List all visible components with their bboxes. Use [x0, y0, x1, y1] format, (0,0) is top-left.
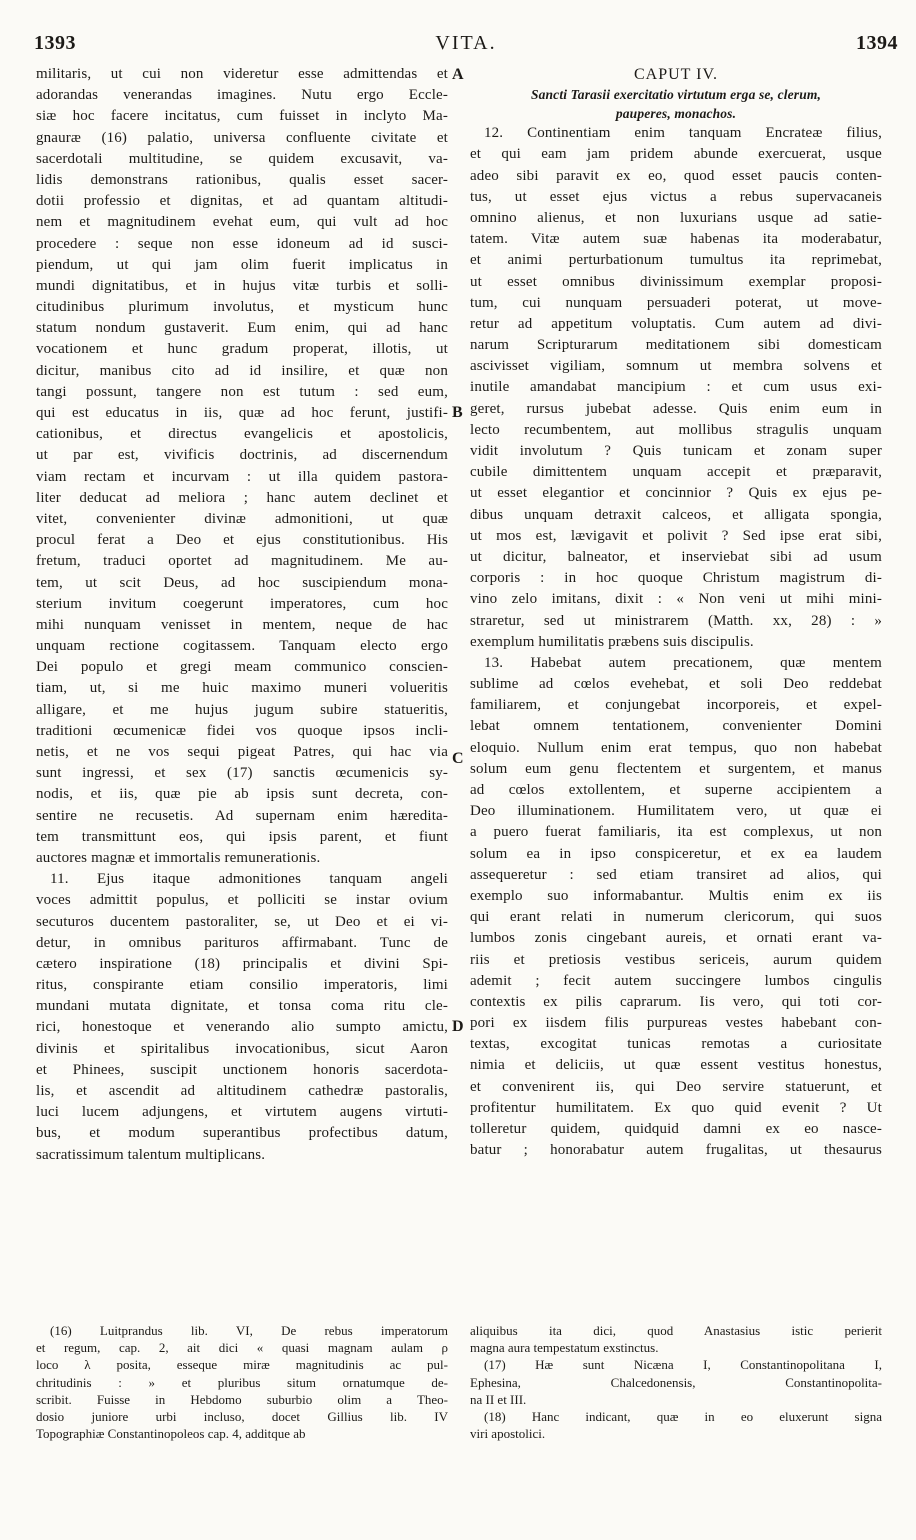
text-line: et convenirent iis, qui Deo servire statuerunt, et: [470, 1078, 882, 1095]
text-line: adorandas venerandas imagines. Nutu ergo Eccle-: [36, 87, 448, 104]
text-line: inutile amandabat mancipium : et cum usus exi-: [470, 379, 882, 396]
text-line: luci lucem adjungens, et virtutem augens virtuti-: [36, 1104, 448, 1121]
footnote-line: et regum, cap. 2, ait dici « quasi magnam aulam ρ: [36, 1340, 448, 1356]
text-line: citudinibus plurimum involutus, et mysticum hunc: [36, 299, 448, 316]
text-line: narum Scripturarum meditationem sibi domesticam: [470, 337, 882, 354]
text-line: ad cœlos extollentem, et superne accipientem a: [470, 782, 882, 798]
text-line: divinis et spiritalibus invocationibus, sicut Aaron: [36, 1040, 448, 1057]
text-line: fretum, traduci oportet ad magnitudinem. Me au-: [36, 553, 448, 570]
text-line: lumbos zonis cingebant aureis, et ornati erant va-: [470, 930, 882, 947]
text-line: procedere : seque non esse idoneum ad id susci-: [36, 235, 448, 252]
text-line: traditioni œcumenicæ fidei vos quoque ipsos incli-: [36, 722, 448, 739]
text-line: cætero inspiratione (18) principalis et divini Spi-: [36, 955, 448, 972]
text-line: tum, cui nunquam persuaderi poterat, ut move-: [470, 294, 882, 311]
text-line: tiam, ut, si me huic maximo muneri volueritis: [36, 680, 448, 697]
text-line: lebat omnem tentationem, convenienter Domini: [470, 718, 882, 735]
text-line: ascivisset vigiliam, somnum ut membra solvens et: [470, 358, 882, 375]
footnote-line: dosio juniore urbi incluso, docet Gillius lib. IV: [36, 1408, 448, 1424]
margin-marker-d: D: [452, 1018, 464, 1035]
text-line: viam rectam et incurvam : ut illa quidem pastora-: [36, 468, 448, 485]
page-number-left: 1393: [34, 32, 76, 54]
left-column: [36, 64, 448, 1166]
footnote-line: loco λ posita, esseque miræ magnitudinis ac pul-: [36, 1357, 448, 1373]
text-line: profitentur humilitatem. Ex quo quid evenit ? Ut: [470, 1099, 882, 1116]
text-line: qui est educatus in iis, quæ ad hoc ferunt, justifi-: [36, 405, 448, 421]
footnote-line: (18) Hanc indicant, quæ in eo eluxerunt signa: [484, 1408, 882, 1424]
text-line: et animi perturbationum tumultus ita reprimebat,: [470, 252, 882, 269]
text-line: sentire ne recusetis. Ad supernam enim hæredita-: [36, 807, 448, 824]
text-line: mihi nunquam venisset in mentem, neque de hac: [36, 616, 448, 633]
text-line: solum ea in ipso conspiceretur, et ex ea laudem: [470, 845, 882, 862]
right-column-body: [470, 123, 882, 1161]
chapter-summary-line: pauperes, monachos.: [615, 106, 737, 122]
text-line: assequeretur : sed etiam transiret ad alios, qui: [470, 866, 882, 883]
text-line: ut esset omnibus divinissimum exemplar proposi-: [470, 273, 882, 290]
text-line: netis, et ne vos sequi pigeat Patres, qui hac via: [36, 744, 448, 760]
text-line: piendum, ut qui jam olim fuerit implicatus in: [36, 256, 448, 273]
footnote-line: Ephesina, Chalcedonensis, Constantinopolita-: [470, 1374, 882, 1390]
text-line: eloquio. Nullum enim erat tempus, quo non habebat: [470, 739, 882, 756]
text-line: geret, rursus jubebat adesse. Quis enim eum in: [470, 400, 882, 417]
text-line: contextis ex pilis caprarum. Iis vero, qui toti cor-: [470, 993, 882, 1010]
text-line: tatem. Vitæ autem suæ habenas ita moderabatur,: [470, 231, 882, 248]
text-line: procul ferat a Deo et ejus constitutionibus. His: [36, 532, 448, 549]
text-line: alligare, et me hujus jugum subire statueritis,: [36, 701, 448, 718]
text-line: mundi dignitatibus, et in hujus vitæ turbis et solli-: [36, 277, 448, 294]
text-line: exemplo suo informabantur. Multis enim ex iis: [470, 887, 882, 904]
footnote-line: viri apostolici.: [470, 1426, 546, 1442]
text-line: a puero fuerat familiaris, ita est complexus, ut non: [470, 824, 882, 841]
text-line: militaris, ut cui non videretur esse admittendas et: [36, 66, 448, 82]
text-line: liter deducat ad meliora ; hanc autem declinet et: [36, 489, 448, 506]
text-line: pori ex iisdem filis purpureas vestes habebant con-: [470, 1015, 882, 1032]
footnote-line: chritudinis : » et pluribus situm ornatumque de-: [36, 1374, 448, 1390]
text-line: Dei populo et gregi meam communico conscien-: [36, 659, 448, 676]
text-line: dibus unquam detraxit calceos, et alligata spongia,: [470, 506, 882, 523]
text-line: lis, et ascendit ad altitudinem cathedræ pastoralis,: [36, 1083, 448, 1099]
chapter-heading: CAPUT IV.: [634, 66, 718, 83]
text-line: ut dicitur, balneator, et inserviebat sibi ad usum: [470, 548, 882, 565]
text-line: dotii professio et dignitas, et ad quantam altitudi-: [36, 193, 448, 210]
footnotes-left: [36, 1322, 448, 1442]
text-line: tangi possunt, tangere non est tutum : sed eum,: [36, 383, 448, 400]
text-line: tem transmittunt eos, qui ipsis parent, et fiunt: [36, 828, 448, 845]
chapter-summary-line: Sancti Tarasii exercitatio virtutum erga se, clerum,: [530, 87, 822, 103]
text-line: vocationem et hunc gradum properat, illotis, ut: [36, 341, 448, 358]
text-line: detur, in omnibus parituros affirmabant. Tunc de: [36, 934, 448, 951]
text-line: tem, ut scit Deus, ad hoc suscipiendum mona-: [36, 574, 448, 591]
footnote-line: (16) Luitprandus lib. VI, De rebus imperatorum: [50, 1323, 448, 1338]
text-line: et Phinees, suscipit unctionem honoris sacerdota-: [36, 1061, 448, 1078]
text-line: 11. Ejus itaque admonitiones tanquam angeli: [50, 871, 448, 888]
footnote-line: na II et III.: [470, 1391, 527, 1407]
text-line: qui erant relati in numerum clericorum, qui suos: [470, 909, 882, 926]
text-line: retur ad appetitum voluptatis. Cum autem ad divi-: [470, 315, 882, 332]
footnote-line: Topographiæ Constantinopoleos cap. 4, additque ab: [36, 1426, 306, 1442]
text-line: riis et pretiosis vestibus sericeis, aurum quidem: [470, 951, 882, 968]
text-line: ut esset elegantior et concinnior ? Quis ex ejus pe-: [470, 485, 882, 502]
text-line: solum eum genu flectentem et surgentem, et manus: [470, 760, 882, 777]
footnote-line: scribit. Fuisse in Hebdomo suburbio olim a Theo-: [36, 1391, 448, 1407]
running-title: VITA.: [435, 32, 497, 54]
text-line: secuturos ducentem pastoraliter, se, ut Deo et ei vi-: [36, 913, 448, 930]
text-line: tus, ut esset ejus victus a rebus supervacaneis: [470, 188, 882, 205]
text-line: sterium invitum coegerunt imperatores, cum hoc: [36, 595, 448, 612]
text-line: lidis demonstrans rationibus, qualis esset sacer-: [36, 171, 448, 188]
text-line: et qui eam jam pridem abunde exercuerat, usque: [470, 146, 882, 163]
page-header: [34, 32, 898, 62]
text-line: 13. Habebat autem precationem, quæ mentem: [484, 654, 882, 671]
text-line: voces admittit populus, et polliciti se instar ovium: [36, 892, 448, 909]
text-line: familiarem, et conjungebat incorporeis, et expel-: [470, 697, 882, 714]
text-line: ut par est, vivificis doctrinis, ad discernendum: [36, 447, 448, 464]
page-number-right: 1394: [856, 32, 898, 54]
text-line: auctores magnæ et immortalis remunerationis.: [36, 849, 321, 866]
text-line: siæ hoc facere incitatus, cum fuisset in inclyto Ma-: [36, 108, 448, 125]
footnote-line: magna aura tempestatum exstinctus.: [470, 1340, 659, 1356]
text-line: ademit ; fecit autem succingere lumbos cingulis: [470, 972, 882, 989]
text-line: sacerdotali multitudine, se quidem excusavit, va-: [36, 150, 448, 167]
text-line: statum nondum gustaverit. Eum enim, qui ad hanc: [36, 320, 448, 337]
text-line: Deo illuminationem. Humilitatem vero, ut quæ ei: [470, 803, 882, 820]
margin-marker-c: C: [452, 750, 464, 767]
text-line: nem et magnitudinem evehat eum, qui vult ad hoc: [36, 214, 448, 231]
text-line: corporis : in hoc quoque Christum magistrum di-: [470, 570, 882, 587]
text-line: mundani mutata dignitate, et tonsa coma ritu cle-: [36, 998, 448, 1015]
text-line: ut mos est, lævigavit et polivit ? Sed ipse erat sibi,: [470, 527, 882, 544]
text-line: gnauræ (16) palatio, universa confluente civitate et: [36, 129, 448, 146]
footnotes-right: [470, 1322, 882, 1442]
footnote-line: (17) Hæ sunt Nicæna I, Constantinopolitana I,: [484, 1357, 882, 1373]
text-line: exemplum humilitatis præbens suis discipulis.: [470, 633, 754, 650]
text-line: batur ; honorabatur autem frugalitas, ut thesaurus: [470, 1142, 882, 1159]
text-line: 12. Continentiam enim tanquam Encrateæ filius,: [484, 125, 882, 142]
text-line: vitet, convenienter divinæ admonitioni, ut quæ: [36, 510, 448, 527]
margin-marker-a: A: [452, 66, 464, 83]
text-line: nimia et deliciis, ut quæ essent vestitus honestus,: [470, 1057, 882, 1074]
text-line: textas, excogitat tunicas remotas a curiositate: [470, 1036, 882, 1053]
text-line: bus, et modum superantibus profectibus datum,: [36, 1125, 448, 1142]
text-line: sublime ad cœlos evehebat, et soli Deo reddebat: [470, 676, 882, 693]
text-line: sunt ingressi, et sex (17) sanctis œcumenicis sy-: [36, 765, 448, 782]
text-line: lecto recumbentem, aut mollibus stragulis unquam: [470, 421, 882, 438]
text-line: adeo sibi paravit ex eo, quod esset paucis conten-: [470, 167, 882, 184]
margin-marker-b: B: [452, 404, 463, 421]
text-line: tolleretur quidem, quidquid damni ex eo nasce-: [470, 1121, 882, 1137]
right-column: [470, 64, 882, 1161]
text-line: dicitur, manibus cito ad id insilire, et quæ non: [36, 362, 448, 379]
text-line: straretur, sed ut ministrarem (Matth. xx, 28) : »: [470, 612, 882, 629]
text-line: cubile dimittentem unquam accepit et præparavit,: [470, 464, 882, 481]
text-line: vidit involutum ? Quis tunicam et zonam super: [470, 443, 882, 459]
text-line: ritus, conspirante etiam consilio imperatoris, limi: [36, 977, 448, 994]
text-line: unquam rectione cogitassem. Tanquam electo ergo: [36, 638, 448, 655]
text-line: sacratissimum talentum multiplicans.: [36, 1146, 266, 1163]
footnote-line: aliquibus ita dici, quod Anastasius istic perierit: [470, 1323, 882, 1338]
text-line: vino zelo imitans, dixit : « Non veni ut mihi mini-: [470, 591, 882, 608]
text-line: cationibus, et directus evangelicis et apostolicis,: [36, 426, 448, 443]
text-line: rici, honestoque et venerando alio sumpto amictu,: [36, 1019, 448, 1036]
text-line: omnino alienus, et non luxurians usque ad satie-: [470, 209, 882, 226]
text-line: nodis, et iis, quæ pie ab ipsis sunt decreta, con-: [36, 786, 448, 803]
